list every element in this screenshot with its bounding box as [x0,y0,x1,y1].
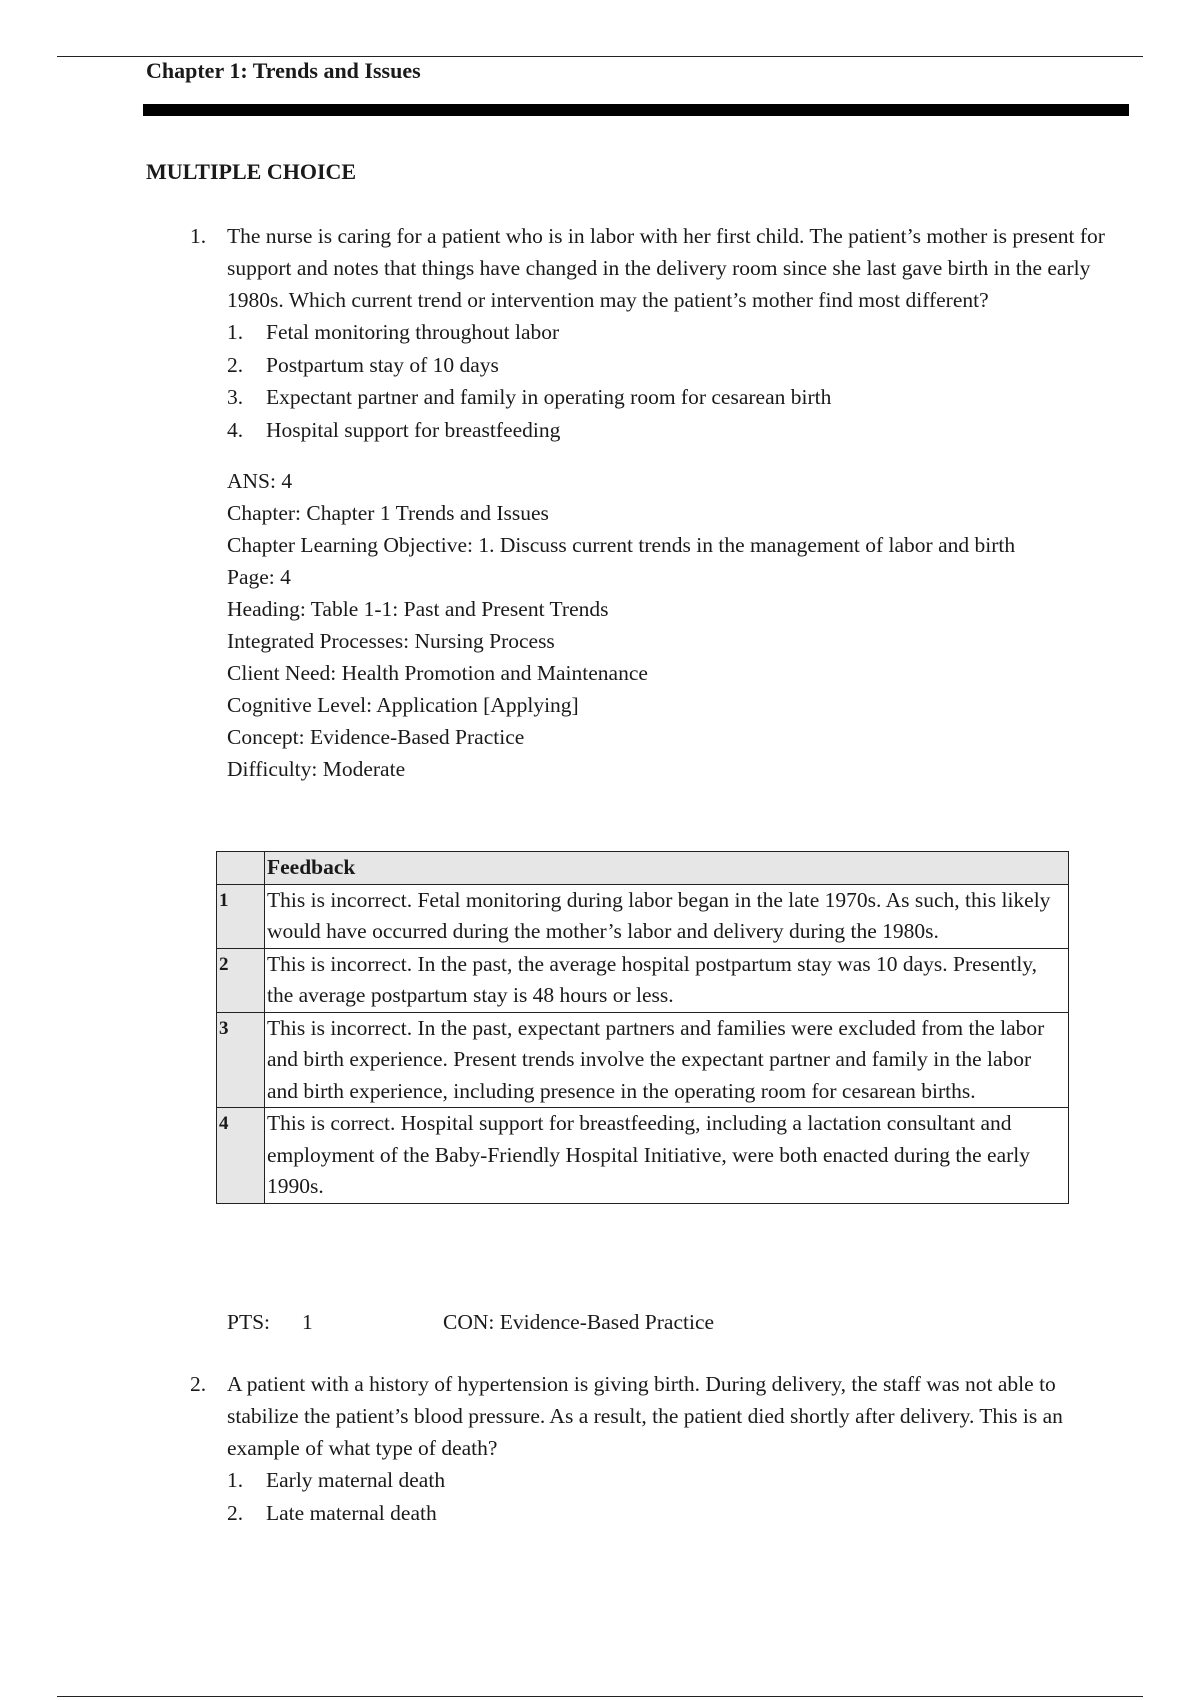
option-number: 2. [227,1500,244,1525]
answer-options [227,1464,1116,1529]
option-text: Postpartum stay of 10 days [266,352,499,377]
feedback-header: Feedback [265,852,1069,885]
feedback-text: This is incorrect. In the past, expectant partners and families were excluded from the labor and birth experience. Present trends involve the expectant partner and family in the labor and birth experience, including presence in the operating room for cesarean births. [265,1012,1069,1108]
feedback-row [217,948,1069,1012]
answer-metadata [227,465,1116,785]
answer-option [227,349,1116,382]
meta-difficulty: Difficulty: Moderate [227,757,406,781]
question-2 [146,1368,1116,1529]
answer-option [227,414,1116,447]
answer-options [227,316,1116,446]
meta-cognitive-level: Cognitive Level: Application [Applying] [227,693,579,717]
option-number: 4. [227,417,244,442]
option-text: Expectant partner and family in operating room for cesarean birth [266,385,832,409]
answer-option [227,1464,1116,1497]
answer-key: ANS: 4 [227,469,293,493]
meta-heading: Heading: Table 1-1: Past and Present Trends [227,597,609,621]
option-text: Late maternal death [266,1500,437,1525]
question-text: A patient with a history of hypertension is giving birth. During delivery, the staff was not able to stabilize the patient’s blood pressure. As a result, the patient died shortly after delivery. This is an example of what type of death? [227,1372,1063,1460]
feedback-row [217,884,1069,948]
feedback-row-number: 2 [217,948,265,1012]
feedback-text: This is incorrect. Fetal monitoring during labor began in the late 1970s. As such, this likely would have occurred during the mother’s labor and delivery during the 1980s. [265,884,1069,948]
option-number: 1. [227,320,244,344]
option-number: 1. [227,1468,244,1492]
option-text: Hospital support for breastfeeding [266,417,561,442]
header-bar [143,104,1129,116]
meta-objective: Chapter Learning Objective: 1. Discuss current trends in the management of labor and birth [227,533,1016,557]
question-number: 2. [190,1372,207,1396]
feedback-row [217,1012,1069,1108]
feedback-row-number: 4 [217,1108,265,1204]
question-number: 1. [190,224,207,248]
meta-chapter: Chapter: Chapter 1 Trends and Issues [227,501,549,525]
points-value: 1 [302,1310,313,1334]
feedback-text: This is correct. Hospital support for breastfeeding, including a lactation consultant and employment of the Baby-Friendly Hospital Initiative, were both enacted during the early 1990s. [265,1108,1069,1204]
meta-client-need: Client Need: Health Promotion and Maintenance [227,661,648,685]
points-label: PTS: [227,1310,271,1334]
feedback-row-number: 3 [217,1012,265,1108]
chapter-title: Chapter 1: Trends and Issues [146,58,421,83]
feedback-table [216,851,1069,1204]
feedback-row [217,1108,1069,1204]
meta-processes: Integrated Processes: Nursing Process [227,629,555,653]
bottom-rule [57,1696,1143,1697]
feedback-text: This is incorrect. In the past, the average hospital postpartum stay was 10 days. Presently, the average postpartum stay is 48 hours or less. [265,948,1069,1012]
option-number: 2. [227,352,244,377]
option-text: Early maternal death [266,1468,446,1492]
feedback-row-number: 1 [217,884,265,948]
section-heading: MULTIPLE CHOICE [146,159,357,184]
question-text: The nurse is caring for a patient who is in labor with her first child. The patient’s mother is present for support and notes that things have changed in the delivery room since she last gave birth in the early 1980s. Which current trend or intervention may the patient’s mother find most different? [227,224,1105,312]
feedback-corner-cell [217,852,265,885]
concept-label: CON: Evidence-Based Practice [443,1310,715,1334]
answer-option [227,381,1116,414]
meta-page: Page: 4 [227,565,291,589]
feedback-header-row [217,852,1069,885]
answer-option [227,316,1116,349]
answer-option [227,1497,1116,1530]
option-text: Fetal monitoring throughout labor [266,320,560,344]
option-number: 3. [227,385,244,409]
question-1 [146,220,1116,785]
meta-concept: Concept: Evidence-Based Practice [227,725,525,749]
